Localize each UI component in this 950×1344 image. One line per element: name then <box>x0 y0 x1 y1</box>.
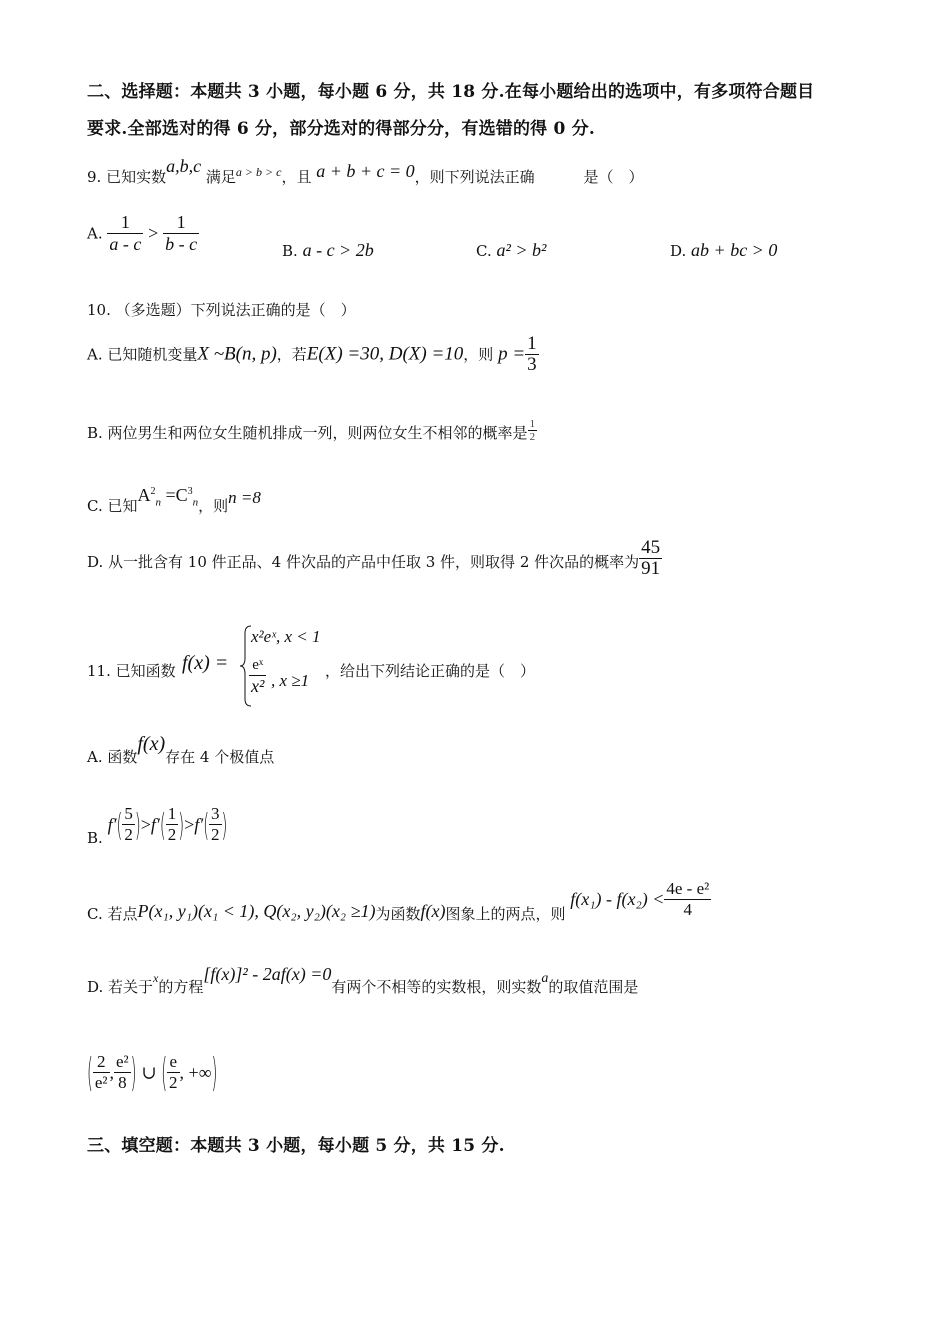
q10-option-a: A. 已知随机变量X ~B(n, p)，若E(X) =30, D(X) =10，则 p = $\frac{1}{3}$ <box>87 333 537 375</box>
q11-option-a: A. 函数f(x)存在 4 个极值点 <box>87 733 275 766</box>
q11-option-d: D. 若关于x的方程[f(x)]² - 2af(x) =0有两个不相等的实数根，则实数a的取值范围是 <box>87 964 639 996</box>
section2-heading-line2: 要求.全部选对的得 6 分，部分选对的得部分分，有选错的得 0 分. <box>87 119 595 139</box>
q10-option-c: C. 已知$A^2_n =C^3_n$，则n =8 <box>87 485 261 515</box>
q10-stem: 10. （多选题）下列说法正确的是（ ） <box>87 301 356 319</box>
q9-option-a: A. $\frac{1}{a - c}$ > $\frac{1}{b - c}$ <box>87 212 198 254</box>
section2-heading-line1: 二、选择题：本题共 3 小题，每小题 6 分，共 18 分.在每小题给出的选项中，有多项符合题目 <box>87 82 815 102</box>
section3-heading: 三、填空题：本题共 3 小题，每小题 5 分，共 15 分. <box>87 1136 505 1156</box>
q9-stem: 9. 已知实数a,b,c 满足$^{a > b > c}$，且 a + b + c = 0，则下列说法正确 是（ ） <box>87 156 644 186</box>
q11-option-c: C. 若点P(x₁, y₁)(x₁ < 1), Q(x₂, y₂)(x₂ ≥1)为函数f(x)图象上的两点，则 f(x₁) - f(x₂) < $\frac{\text{4e - e²}}{4}$ <box>87 879 710 923</box>
q11-option-d-range: ( $\frac{2}{\text{e²}}$ , $\frac{\text{e²}}{8}$ ) ∪ ( $\frac{e}{2}$ , +∞) <box>87 1049 218 1096</box>
q10-option-d: D. 从一批含有 10 件正品、4 件次品的产品中任取 3 件，则取得 2 件次品的概率为 $\frac{45}{91}$ <box>87 537 661 579</box>
q10-option-b: B. 两位男生和两位女生随机排成一列，则两位女生不相邻的概率是 $\frac{1}{2}$ <box>87 418 536 443</box>
q9-option-c: C. a² > b² <box>476 240 547 260</box>
q9-option-d: D. ab + bc > 0 <box>670 240 778 260</box>
q11-option-b: B. f′( $\frac{5}{2}$ )>f′( $\frac{1}{2}$ )>f′( $\frac{3}{2}$ ) <box>87 804 228 847</box>
q9-option-b: B. a - c > 2b <box>282 240 374 260</box>
